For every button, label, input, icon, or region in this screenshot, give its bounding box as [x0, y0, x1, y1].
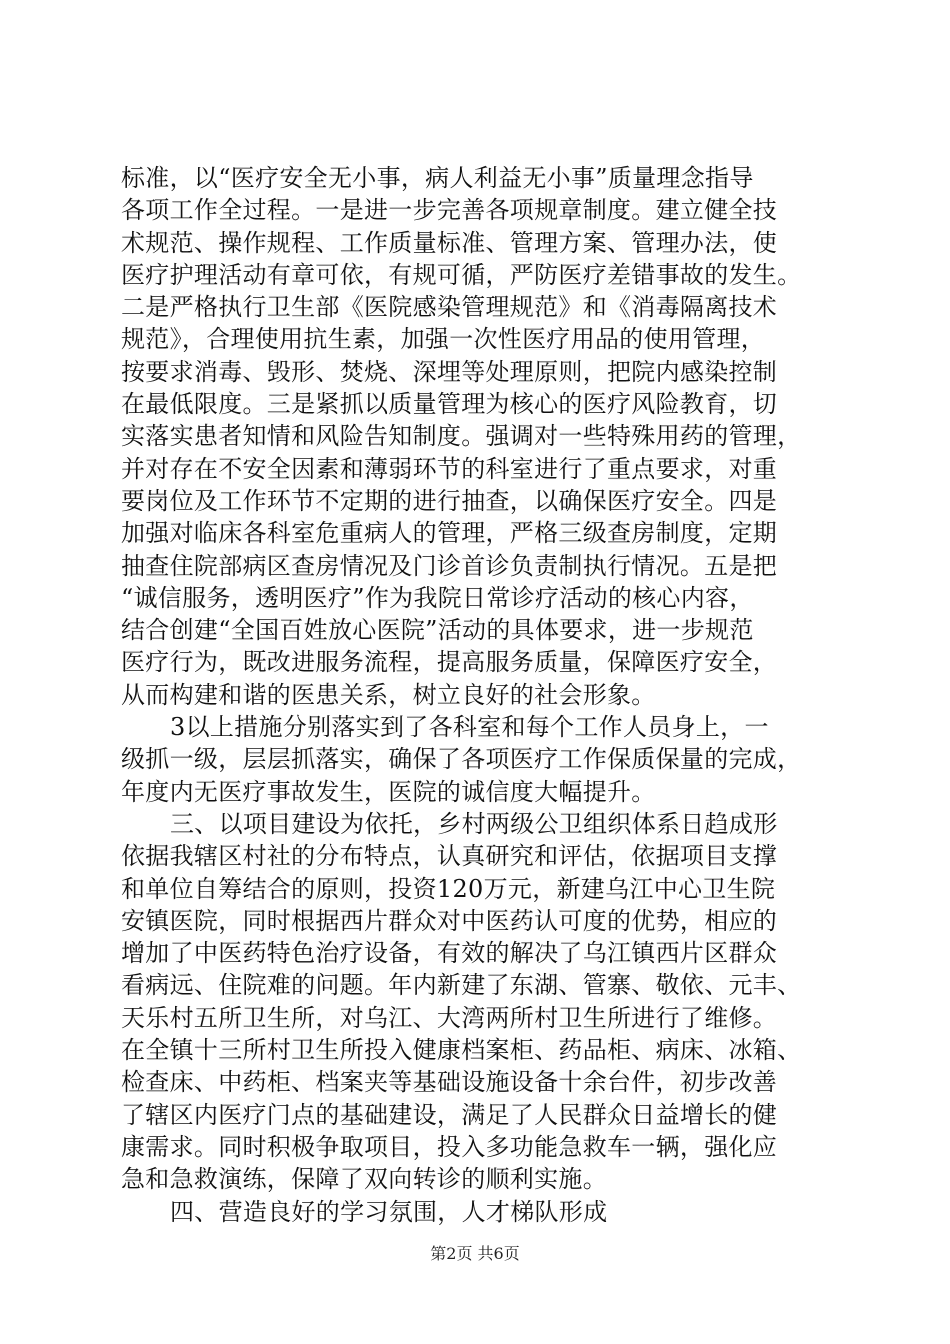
text-line: 各项工作全过程。一是进一步完善各项规章制度。建立健全技: [121, 196, 778, 225]
section-heading: 三、以项目建设为依托，乡村两级公卫组织体系日趋成形: [170, 809, 778, 838]
paragraph-start-line: 3以上措施分别落实到了各科室和每个工作人员身上，一: [170, 713, 769, 742]
text-line: 结合创建“全国百姓放心医院”活动的具体要求，进一步规范: [121, 616, 754, 645]
text-line: “诚信服务，透明医疗”作为我院日常诊疗活动的核心内容，: [121, 583, 754, 612]
text-line: 年度内无医疗事故发生，医院的诚信度大幅提升。: [121, 777, 656, 806]
text-line: 术规范、操作规程、工作质量标准、管理方案、管理办法，使: [121, 228, 778, 257]
text-line: 要岗位及工作环节不定期的进行抽查，以确保医疗安全。四是: [121, 486, 778, 515]
text-line: 医疗行为，既改进服务流程，提高服务质量，保障医疗安全，: [121, 648, 778, 677]
text-line: 标准，以“医疗安全无小事，病人利益无小事”质量理念指导: [121, 164, 754, 192]
text-line: 按要求消毒、毁形、焚烧、深埋等处理原则，把院内感染控制: [121, 357, 778, 386]
text-line: 实落实患者知情和风险告知制度。强调对一些特殊用药的管理，: [121, 422, 802, 451]
document-body: [121, 162, 833, 1228]
text-line: 在全镇十三所村卫生所投入健康档案柜、药品柜、病床、冰箱、: [121, 1036, 802, 1065]
text-line: 在最低限度。三是紧抓以质量管理为核心的医疗风险教育，切: [121, 390, 778, 419]
text-line: 依据我辖区村社的分布特点，认真研究和评估，依据项目支撑: [121, 842, 778, 871]
text-line: 天乐村五所卫生所，对乌江、大湾两所村卫生所进行了维修。: [121, 1003, 778, 1032]
page-number: 第2页 共6页: [430, 1244, 520, 1263]
text-line: 抽查住院部病区查房情况及门诊首诊负责制执行情况。五是把: [121, 551, 778, 580]
text-line: 加强对临床各科室危重病人的管理，严格三级查房制度，定期: [121, 519, 778, 548]
text-line: 二是严格执行卫生部《医院感染管理规范》和《消毒隔离技术: [121, 293, 778, 322]
text-line: 和单位自筹结合的原则，投资120万元，新建乌江中心卫生院: [121, 874, 776, 903]
text-line: 康需求。同时积极争取项目，投入多功能急救车一辆，强化应: [121, 1132, 778, 1161]
section-heading: 四、营造良好的学习氛围，人才梯队形成: [170, 1197, 608, 1226]
text-line: 医疗护理活动有章可依，有规可循，严防医疗差错事故的发生。: [121, 260, 802, 289]
text-line: 并对存在不安全因素和薄弱环节的科室进行了重点要求，对重: [121, 454, 778, 483]
text-line: 安镇医院，同时根据西片群众对中医药认可度的优势，相应的: [121, 906, 778, 935]
text-line: 增加了中医药特色治疗设备，有效的解决了乌江镇西片区群众: [121, 939, 778, 968]
text-line: 急和急救演练，保障了双向转诊的顺利实施。: [121, 1165, 607, 1194]
text-line: 级抓一级，层层抓落实，确保了各项医疗工作保质保量的完成，: [121, 745, 802, 774]
text-line: 检查床、中药柜、档案夹等基础设施设备十余台件，初步改善: [121, 1068, 778, 1097]
text-line: 了辖区内医疗门点的基础建设，满足了人民群众日益增长的健: [121, 1100, 778, 1129]
text-line: 看病远、住院难的问题。年内新建了东湖、管寨、敬依、元丰、: [121, 971, 802, 1000]
text-line: 从而构建和谐的医患关系，树立良好的社会形象。: [121, 680, 656, 709]
text-line: 规范》，合理使用抗生素，加强一次性医疗用品的使用管理，: [121, 325, 766, 354]
